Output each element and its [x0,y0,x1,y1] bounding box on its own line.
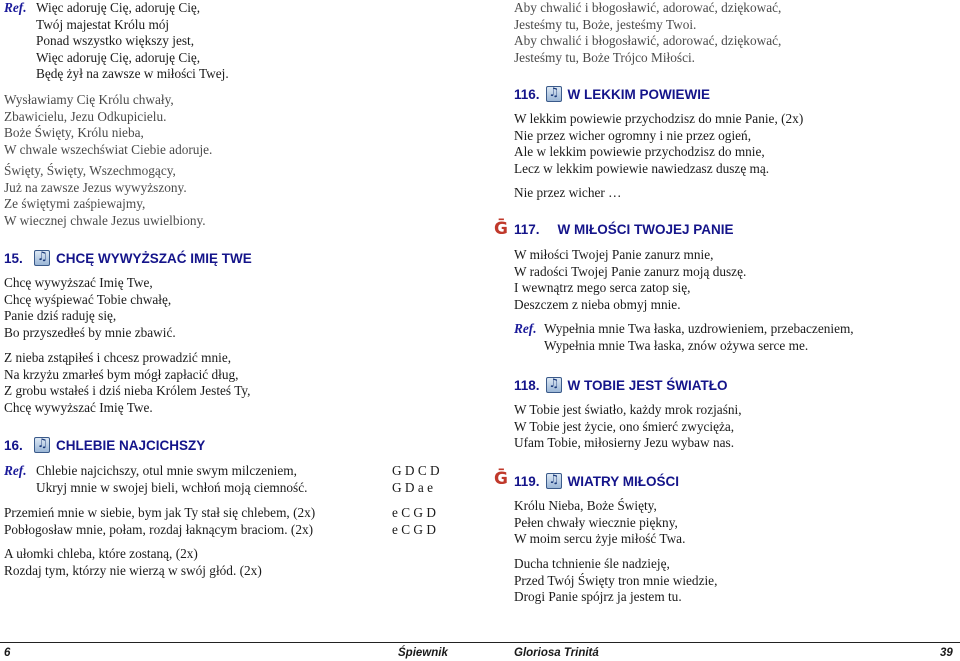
lyric-line: Ze świętymi zaśpiewajmy, [4,196,146,211]
song-title-text: CHLEBIE NAJCICHSZY [56,437,206,453]
lyric-line: W moim sercu żyje miłość Twa. [514,531,686,546]
ref-label: Ref. [4,0,27,15]
refrain-16 [4,463,384,496]
song-title-text: W LEKKIM POWIEWIE [567,86,711,102]
lyric-line: W chwale wszechświat Ciebie adoruje. [4,141,213,157]
lyric-line: Boże Święty, Królu nieba, [4,125,144,140]
lyric-line: Drogi Panie spójrz ja jestem tu. [514,589,682,604]
stanza [514,402,742,452]
ref-label: Ref. [4,463,27,478]
music-note-icon[interactable] [546,377,562,393]
lyric-line: Ufam Tobie, miłosierny Jezu wybaw nas. [514,435,735,450]
song-number: 15. [4,250,23,266]
book-label: Śpiewnik [398,647,448,659]
lyric-line: Na krzyżu zmarłeś bym mógł zapłacić dług, [4,366,239,382]
lyric-line: Nie przez wicher … [514,185,622,200]
chord-line: e C G D [392,521,436,537]
refrain-top [4,0,474,83]
lyric-line: Już na zawsze Jezus wywyższony. [4,179,187,195]
lyric-line: Nie przez wicher ogromny i nie przez ogień, [514,127,752,143]
song-title-text: W MIŁOŚCI TWOJEJ PANIE [557,222,734,237]
lyric-line: Wypełnia mnie Twa łaska, znów ożywa serce me. [544,337,809,353]
refrain-117 [514,321,954,354]
music-note-icon[interactable] [34,437,50,453]
chord-block [392,505,482,538]
lyric-line: Przemień mnie w siebie, bym jak Ty stał się chlebem, (2x) [4,505,316,520]
song-title-text: W TOBIE JEST ŚWIATŁO [567,377,728,393]
lyric-line: Wysławiamy Cię Królu chwały, [4,92,174,107]
song-title-text: WIATRY MIŁOŚCI [567,473,680,489]
stanza [4,350,251,416]
lyric-line: Zbawicielu, Jezu Odkupicielu. [4,108,167,124]
lyric-line: Będę żył na zawsze w miłości Twej. [36,66,229,81]
chord-line: e C G D [392,505,436,520]
lyric-line: Panie dziś raduję się, [4,308,117,323]
lyric-line: Z grobu wstałeś i dziś nieba Królem Jesteś Ty, [4,383,251,398]
lyric-line: Pełen chwały wiecznie piękny, [514,514,678,530]
stanza [514,556,717,606]
gloria-g-icon[interactable]: Ḡ [494,219,508,239]
gloria-g-icon[interactable]: Ḡ [494,469,508,489]
lyric-line: Ponad wszystko większy jest, [36,33,195,48]
song-number: 119. [514,473,540,489]
stanza [514,185,621,202]
lyric-line: Chcę wywyższać Imię Twe. [4,399,153,415]
music-note-icon[interactable] [546,473,562,489]
lyric-line: Twój majestat Królu mój [36,16,170,32]
song-title-15[interactable] [4,250,252,266]
page-footer [0,642,960,661]
book-title: Gloriosa Trinitá [514,647,599,659]
lyric-line: W radości Twojej Panie zanurz moją duszę. [514,263,747,279]
song-title-117[interactable] [514,222,734,237]
lyric-line: Bo przyszedłeś by mnie zbawić. [4,324,176,340]
song-title-118[interactable] [514,377,728,393]
stanza [4,163,206,229]
lyric-line: Z nieba zstąpiłeś i chcesz prowadzić mnie, [4,350,232,365]
lyric-line: Święty, Święty, Wszechmogący, [4,163,176,178]
song-number: 16. [4,437,23,453]
stanza [514,247,746,313]
lyric-line: Chcę wywyższać Imię Twe, [4,275,153,290]
lyric-line: Wypełnia mnie Twa łaska, uzdrowieniem, przebaczeniem, [544,321,854,336]
lyric-line: Ducha tchnienie śle nadzieję, [514,556,670,571]
stanza [514,0,781,66]
song-title-text: CHCĘ WYWYŻSZAĆ IMIĘ TWE [56,250,252,266]
lyric-line: Jesteśmy tu, Boże Trójco Miłości. [514,49,695,65]
stanza [4,275,176,341]
lyric-line: W lekkim powiewie przychodzisz do mnie Panie, (2x) [514,111,804,126]
stanza [514,498,685,548]
stanza [4,92,212,158]
lyric-line: W miłości Twojej Panie zanurz mnie, [514,247,714,262]
stanza [514,111,803,177]
lyric-line: Chlebie najcichszy, otul mnie swym milczeniem, [36,463,297,478]
lyric-line: I wewnątrz mego serca zatop się, [514,280,691,295]
page-number-left: 6 [4,647,11,659]
music-note-icon[interactable] [546,86,562,102]
stanza [4,505,315,538]
chord-line: G D a e [392,479,433,495]
music-note-icon[interactable] [34,250,50,266]
lyric-line: Pobłogosław mnie, połam, rozdaj łaknącym braciom. (2x) [4,521,314,537]
lyric-line: Jesteśmy tu, Boże, jesteśmy Twoi. [514,16,697,32]
lyric-line: Więc adoruję Cię, adoruję Cię, [36,0,201,15]
page-number-right: 39 [940,647,953,659]
song-title-16[interactable] [4,437,205,453]
stanza [4,546,262,579]
lyric-line: Przed Twój Święty tron mnie wiedzie, [514,572,718,588]
chord-line: G D C D [392,463,440,478]
song-number: 117. [514,222,540,237]
lyric-line: Aby chwalić i błogosławić, adorować, dziękować, [514,33,782,48]
lyric-line: Aby chwalić i błogosławić, adorować, dziękować, [514,0,782,15]
lyric-line: W wiecznej chwale Jezus uwielbiony. [4,212,206,228]
lyric-line: W Tobie jest światło, każdy mrok rozjaśni, [514,402,742,417]
ref-label: Ref. [514,321,537,336]
song-number: 116. [514,86,540,102]
lyric-line: Ale w lekkim powiewie przychodzisz do mnie, [514,144,765,159]
lyric-line: A ułomki chleba, które zostaną, (2x) [4,546,198,561]
lyric-line: Więc adoruję Cię, adoruję Cię, [36,49,201,65]
lyric-line: Rozdaj tym, którzy nie wierzą w swój głód. (2x) [4,562,262,578]
lyric-line: Chcę wyśpiewać Tobie chwałę, [4,291,172,307]
lyric-line: Deszczem z nieba obmyj mnie. [514,296,681,312]
song-number: 118. [514,377,540,393]
lyric-line: Królu Nieba, Boże Święty, [514,498,657,513]
lyric-line: W Tobie jest życie, ono śmierć zwycięża, [514,418,735,434]
lyric-line: Ukryj mnie w swojej bieli, wchłoń moją ciemność. [36,479,308,495]
lyric-line: Lecz w lekkim powiewie nawiedzasz duszę mą. [514,160,770,176]
chord-block [392,463,482,496]
song-title-119[interactable] [514,473,679,489]
song-title-116[interactable] [514,86,710,102]
